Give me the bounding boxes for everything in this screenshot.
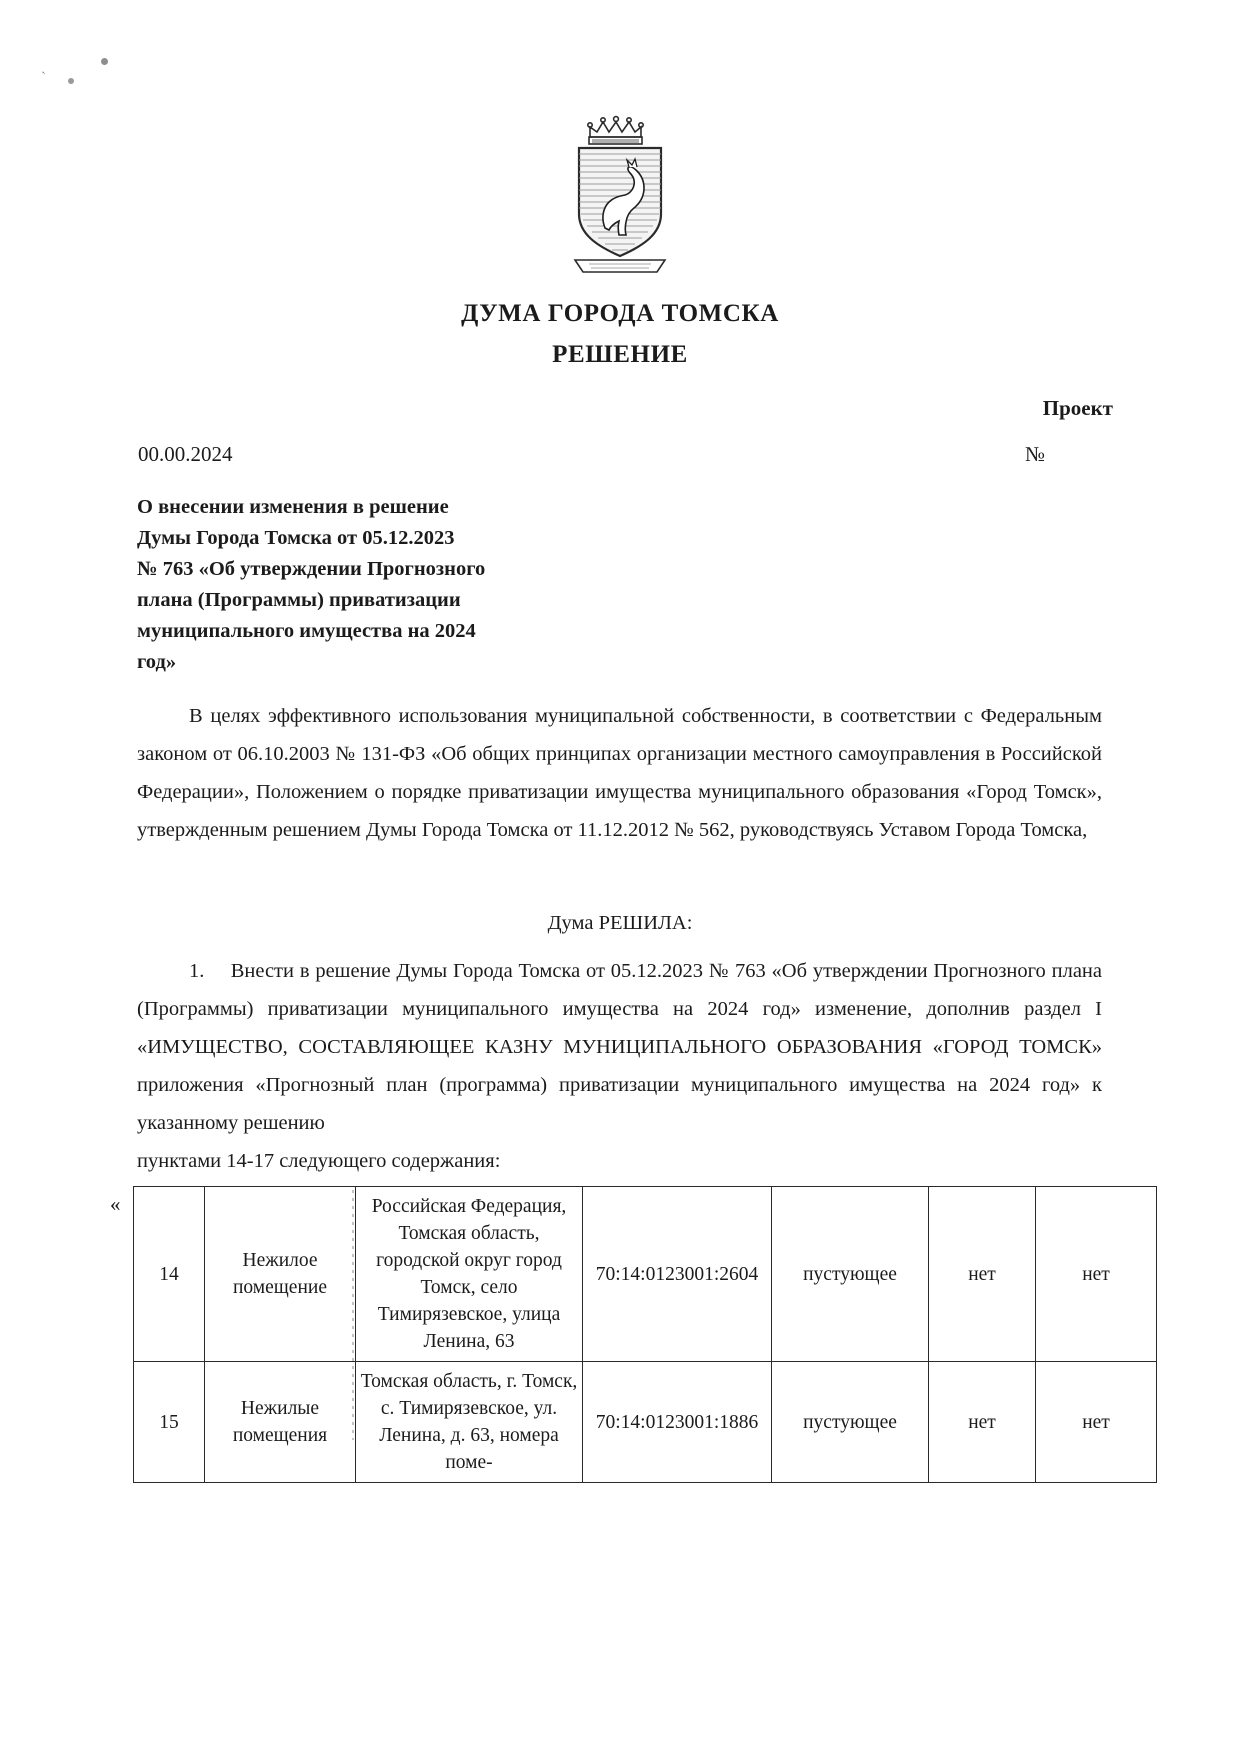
clause-1-last-line: пунктами 14-17 следующего содержания:: [137, 1150, 501, 1172]
subject-line-4: плана (Программы) приватизации: [137, 589, 461, 611]
cell-address: Российская Федерация, Томская область, городской округ город Томск, село Тимирязевское, улица Ленина, 63: [356, 1187, 583, 1362]
cell-cadastral-number: 70:14:0123001:1886: [583, 1362, 772, 1483]
preamble-text: В целях эффективного использования муниципальной собственности, в соответствии с Федеральным законом от 06.10.2003 № 131-ФЗ «Об общих принципах организации местного самоуправления в Российской Федерации», Положением о порядке приватизации имущества муниципального образования «Город Томск», утвержденным решением Думы Города Томска от 11.12.2012 № 562, руководствуясь Уставом Города Томска,: [137, 705, 1102, 841]
privatization-objects-table: [133, 1186, 1110, 1483]
cell-usage: пустующее: [772, 1362, 929, 1483]
cell-restriction: нет: [1036, 1187, 1157, 1362]
draft-label: Проект: [1042, 396, 1113, 420]
cell-number: 15: [134, 1362, 205, 1483]
table-row: [134, 1187, 1157, 1362]
cell-encumbrance: нет: [929, 1362, 1036, 1483]
subject-line-3: № 763 «Об утверждении Прогнозного: [137, 558, 486, 580]
cell-address: Томская область, г. Томск, с. Тимирязевское, ул. Ленина, д. 63, номера поме-: [356, 1362, 583, 1483]
subject-line-2: Думы Города Томска от 05.12.2023: [137, 527, 455, 549]
clause-block: [137, 952, 1102, 1180]
cell-restriction: нет: [1036, 1362, 1157, 1483]
quote-open-mark: «: [110, 1192, 121, 1216]
page-bottom-clip: [0, 1733, 1240, 1753]
document-date: 00.00.2024: [138, 442, 233, 466]
preamble-block: [137, 697, 1102, 849]
scan-artifact-mark: ˋ: [41, 70, 46, 86]
scan-artifact-dotted-line: [352, 1190, 354, 1440]
scan-artifact-dot-right: [101, 58, 108, 65]
tomsk-coat-of-arms-icon: [0, 110, 1240, 280]
subject-line-5: муниципального имущества на 2024: [137, 620, 476, 642]
cell-number: 14: [134, 1187, 205, 1362]
document-number-symbol: №: [1024, 442, 1045, 466]
scan-artifact-dot-left: [68, 78, 74, 84]
organization-title: ДУМА ГОРОДА ТОМСКА: [461, 300, 779, 327]
cell-cadastral-number: 70:14:0123001:2604: [583, 1187, 772, 1362]
table-row: [134, 1362, 1157, 1483]
subject-line-6: год»: [137, 651, 177, 673]
subject-line-1: О внесении изменения в решение: [137, 496, 449, 518]
cell-encumbrance: нет: [929, 1187, 1036, 1362]
cell-object-type: Нежилые помещения: [205, 1362, 356, 1483]
cell-object-type: Нежилое помещение: [205, 1187, 356, 1362]
document-subject: [137, 492, 537, 678]
clause-1-text: 1. Внести в решение Думы Города Томска от 05.12.2023 № 763 «Об утверждении Прогнозного плана (Программы) приватизации муниципального имущества на 2024 год» изменение, дополнив раздел I «ИМУЩЕСТВО, СОСТАВЛЯЮЩЕЕ КАЗНУ МУНИЦИПАЛЬНОГО ОБРАЗОВАНИЯ «ГОРОД ТОМСК» приложения «Прогнозный план (программа) приватизации муниципального имущества на 2024 год» к указанному решению: [137, 960, 1102, 1134]
document-type-title: РЕШЕНИЕ: [552, 341, 688, 368]
cell-usage: пустующее: [772, 1187, 929, 1362]
decision-header: Дума РЕШИЛА:: [547, 912, 693, 934]
